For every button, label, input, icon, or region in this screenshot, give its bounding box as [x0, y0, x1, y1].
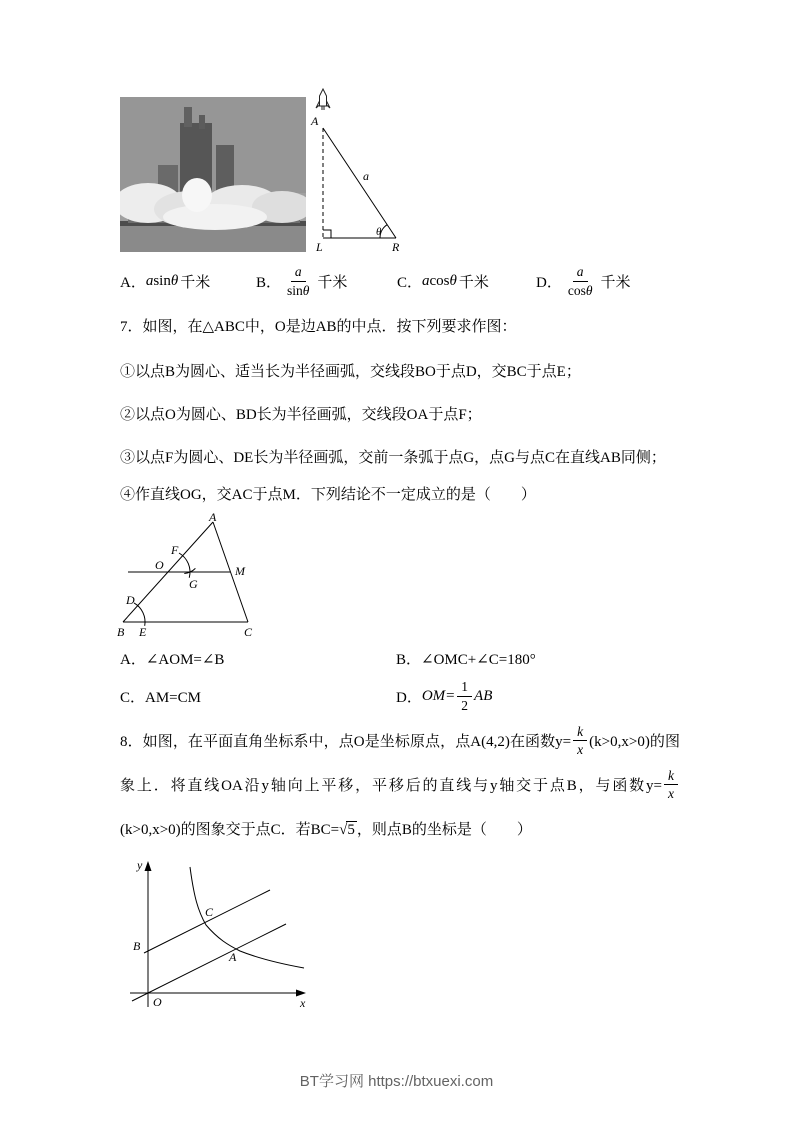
trig-fn: cos	[567, 282, 586, 298]
q6-triangle-figure	[303, 88, 415, 258]
coefficient: a	[422, 272, 430, 289]
option-label: C．	[397, 274, 423, 291]
fraction-a-over-sin	[283, 264, 313, 298]
arc-at-O	[179, 553, 190, 578]
photo-tower-mast	[184, 107, 192, 127]
q7-intro: 7．如图，在△ABC中，O是边AB的中点．按下列要求作图：	[120, 319, 517, 335]
rocket-icon	[316, 89, 330, 110]
theta-symbol: θ	[170, 272, 179, 289]
fraction-a-over-cos	[564, 264, 597, 298]
trig-fn: sin	[153, 272, 171, 289]
label-C: C	[244, 625, 253, 639]
q8-text-2: 的图象上．将直线OA沿y轴向上平移，平移后的直线与y轴交于点B，与函数y=	[120, 734, 680, 794]
trig-fn: cos	[429, 272, 450, 289]
q7-option-c	[120, 678, 201, 714]
option-label: D．	[536, 274, 562, 291]
q7-option-c-text: C．AM=CM	[120, 689, 201, 706]
label-A: A	[229, 950, 237, 964]
option-label: B．	[256, 274, 282, 291]
trig-fn: sin	[287, 282, 303, 298]
unit-label: 千米	[458, 274, 489, 291]
q8-condition-1: (k>0,x>0)	[589, 734, 650, 750]
unit-label: 千米	[317, 274, 348, 291]
q7-options-row-1	[120, 648, 680, 668]
label-G: G	[189, 577, 198, 591]
label-M: M	[235, 564, 245, 578]
numerator: a	[573, 264, 588, 282]
hypotenuse-line	[323, 128, 396, 238]
q7-step-2: ②以点O为圆心、BD长为半径画弧，交线段OA于点F；	[120, 407, 482, 423]
q8-text-4: ，则点B的坐标是（ ）	[356, 822, 532, 838]
theta-symbol: θ	[302, 282, 310, 298]
q7-option-a: A．∠AOM=∠B	[120, 652, 225, 668]
label-a: a	[363, 169, 369, 183]
label-O: O	[155, 558, 164, 572]
label-C: C	[205, 905, 214, 919]
q8-coordinate-figure	[118, 855, 313, 1013]
label-x: x	[300, 996, 306, 1010]
coefficient: a	[145, 272, 154, 289]
label-L: L	[316, 240, 323, 254]
q6-option-d	[536, 263, 631, 299]
q7-options-row-2	[120, 678, 680, 714]
q7-option-b: B．∠OMC+∠C=180°	[396, 652, 536, 668]
numerator: a	[291, 264, 306, 282]
photo-smoke-5	[163, 204, 267, 230]
q8-text-1: 8．如图，在平面直角坐标系中，点O是坐标原点，点A(4,2)在函数y=	[120, 734, 572, 750]
q7-option-d-rhs: AB	[474, 687, 493, 704]
q7-step-4: ④作直线OG，交AC于点M．下列结论不一定成立的是（ ）	[120, 487, 536, 503]
y-axis-arrow	[145, 861, 152, 871]
q7-construction-figure	[116, 512, 276, 640]
unit-label: 千米	[600, 274, 631, 291]
q6-options	[120, 263, 680, 299]
denominator	[564, 282, 597, 299]
line-OA	[132, 924, 286, 1001]
q8-condition-2: (k>0,x>0)	[120, 822, 181, 838]
footer	[0, 1070, 793, 1091]
label-A: A	[209, 512, 217, 524]
label-D: D	[126, 593, 135, 607]
denominator: 2	[461, 697, 469, 713]
numerator: k	[573, 724, 587, 742]
q7-step-3: ③以点F为圆心、DE长为半径画弧，交前一条弧于点G，点G与点C在直线AB同侧；	[120, 450, 666, 466]
label-O: O	[153, 995, 162, 1009]
label-B: B	[133, 939, 141, 953]
theta-symbol: θ	[585, 282, 593, 298]
numerator: 1	[457, 679, 472, 697]
line-BC	[144, 890, 270, 953]
denominator: x	[577, 742, 584, 758]
denominator	[283, 282, 313, 299]
option-label: A．	[120, 274, 146, 291]
q6-option-a	[120, 263, 210, 299]
sqrt-5	[339, 821, 357, 838]
label-A: A	[311, 114, 319, 128]
fraction-k-over-x	[664, 768, 678, 802]
fraction-one-half	[457, 679, 472, 713]
label-E: E	[139, 625, 147, 639]
q7-step-1: ①以点B为圆心、适当长为半径画弧，交线段BO于点D，交BC于点E；	[120, 364, 581, 380]
radicand: 5	[347, 822, 355, 838]
photo-sky-upper	[120, 97, 306, 193]
q6-option-c	[397, 263, 489, 299]
photo-exhaust-plume	[182, 178, 212, 212]
theta-symbol: θ	[449, 272, 457, 289]
q8-text-3: 的图象交于点C．若BC=	[180, 822, 340, 838]
question-8	[120, 720, 680, 852]
denominator: x	[668, 786, 674, 802]
footer-text: BT学习网 https://btxuexi.com	[299, 1073, 494, 1090]
label-B: B	[117, 625, 125, 639]
radical-sign: √	[339, 822, 347, 838]
q7-option-d-lhs: OM=	[421, 687, 456, 704]
fraction-k-over-x	[573, 724, 587, 758]
right-angle-mark	[323, 230, 331, 238]
unit-label: 千米	[180, 274, 211, 291]
label-R: R	[392, 240, 400, 254]
rocket-launch-photo	[120, 97, 306, 252]
numerator: k	[664, 768, 678, 786]
photo-tower-antenna	[199, 115, 205, 129]
q6-option-b	[256, 263, 347, 299]
label-theta: θ	[376, 226, 382, 238]
q7-option-d	[396, 678, 492, 714]
option-label: D．	[396, 689, 422, 706]
label-y: y	[137, 858, 143, 872]
label-F: F	[171, 543, 179, 557]
